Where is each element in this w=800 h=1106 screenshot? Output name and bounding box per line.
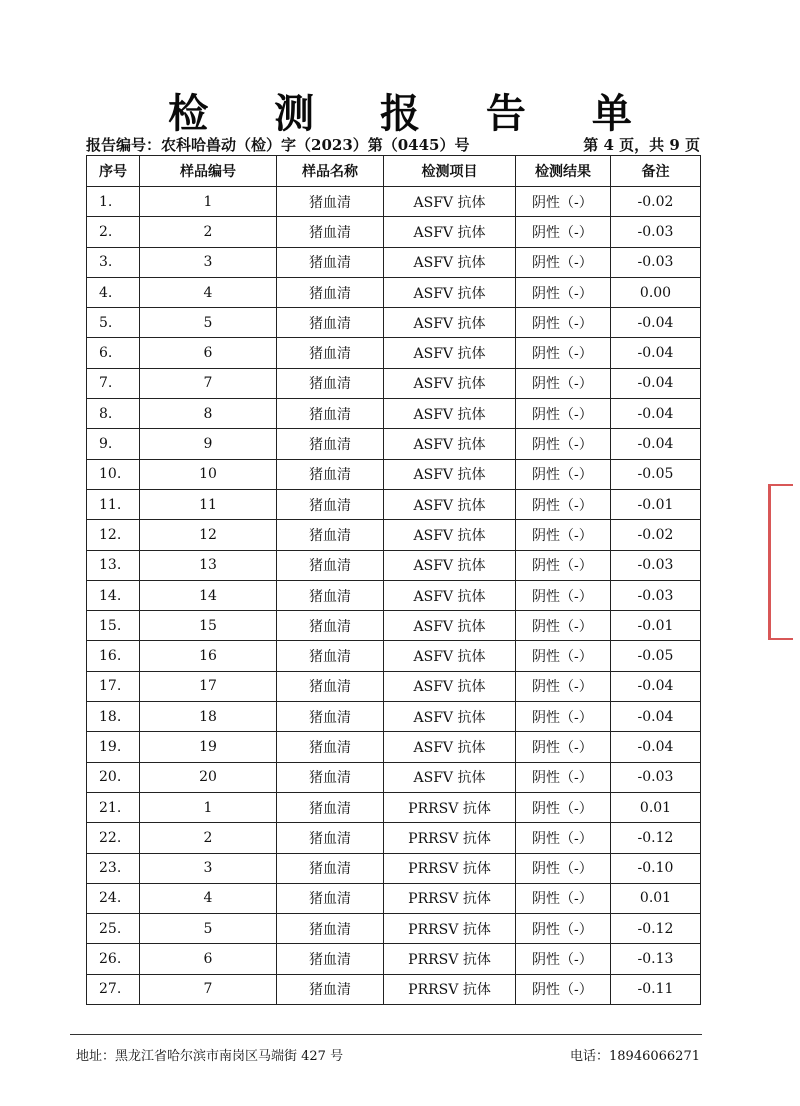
- cell-sample-id: 16: [140, 641, 277, 671]
- column-header: 备注: [611, 156, 701, 187]
- cell-sample-id: 4: [140, 883, 277, 913]
- results-table: [86, 155, 701, 1005]
- footer-phone: 电话：18946066271: [570, 1049, 700, 1064]
- cell-sample-name: 猪血清: [277, 399, 384, 429]
- cell-sample-id: 1: [140, 792, 277, 822]
- table-row: [87, 732, 701, 762]
- cell-sample-name: 猪血清: [277, 853, 384, 883]
- cell-test-item: ASFV 抗体: [384, 762, 516, 792]
- cell-test-item: ASFV 抗体: [384, 580, 516, 610]
- cell-result: 阴性（-）: [516, 520, 611, 550]
- cell-sample-name: 猪血清: [277, 520, 384, 550]
- cell-sample-id: 11: [140, 489, 277, 519]
- table-row: [87, 247, 701, 277]
- cell-sample-id: 15: [140, 611, 277, 641]
- cell-remark: -0.04: [611, 732, 701, 762]
- table-row: [87, 641, 701, 671]
- cell-sample-name: 猪血清: [277, 944, 384, 974]
- cell-seq: 12.: [87, 520, 140, 550]
- cell-result: 阴性（-）: [516, 187, 611, 217]
- cell-sample-id: 5: [140, 914, 277, 944]
- cell-seq: 24.: [87, 883, 140, 913]
- cell-sample-name: 猪血清: [277, 338, 384, 368]
- cell-sample-name: 猪血清: [277, 489, 384, 519]
- cell-sample-id: 20: [140, 762, 277, 792]
- document-title: 检 测 报 告 单: [168, 90, 658, 137]
- cell-result: 阴性（-）: [516, 429, 611, 459]
- cell-seq: 22.: [87, 823, 140, 853]
- table-row: [87, 520, 701, 550]
- cell-sample-name: 猪血清: [277, 368, 384, 398]
- cell-sample-name: 猪血清: [277, 611, 384, 641]
- table-row: [87, 338, 701, 368]
- cell-remark: -0.05: [611, 641, 701, 671]
- cell-result: 阴性（-）: [516, 399, 611, 429]
- cell-sample-id: 12: [140, 520, 277, 550]
- cell-remark: -0.03: [611, 247, 701, 277]
- cell-result: 阴性（-）: [516, 944, 611, 974]
- seal-stamp-edge: [768, 484, 793, 640]
- table-row: [87, 944, 701, 974]
- cell-result: 阴性（-）: [516, 641, 611, 671]
- cell-seq: 10.: [87, 459, 140, 489]
- table-row: [87, 187, 701, 217]
- cell-remark: -0.12: [611, 914, 701, 944]
- cell-result: 阴性（-）: [516, 671, 611, 701]
- cell-sample-id: 2: [140, 823, 277, 853]
- cell-sample-name: 猪血清: [277, 247, 384, 277]
- table-row: [87, 429, 701, 459]
- cell-sample-name: 猪血清: [277, 823, 384, 853]
- cell-result: 阴性（-）: [516, 308, 611, 338]
- cell-seq: 18.: [87, 702, 140, 732]
- cell-sample-name: 猪血清: [277, 671, 384, 701]
- cell-test-item: PRRSV 抗体: [384, 853, 516, 883]
- cell-sample-id: 2: [140, 217, 277, 247]
- cell-remark: -0.04: [611, 368, 701, 398]
- cell-test-item: ASFV 抗体: [384, 277, 516, 307]
- cell-seq: 5.: [87, 308, 140, 338]
- cell-sample-id: 14: [140, 580, 277, 610]
- cell-sample-id: 4: [140, 277, 277, 307]
- table-row: [87, 762, 701, 792]
- cell-remark: -0.04: [611, 429, 701, 459]
- cell-sample-name: 猪血清: [277, 974, 384, 1004]
- cell-sample-name: 猪血清: [277, 550, 384, 580]
- table-row: [87, 277, 701, 307]
- table-row: [87, 308, 701, 338]
- cell-sample-id: 13: [140, 550, 277, 580]
- cell-sample-id: 1: [140, 187, 277, 217]
- cell-test-item: ASFV 抗体: [384, 732, 516, 762]
- cell-sample-id: 10: [140, 459, 277, 489]
- cell-remark: -0.10: [611, 853, 701, 883]
- cell-sample-name: 猪血清: [277, 429, 384, 459]
- cell-seq: 7.: [87, 368, 140, 398]
- cell-test-item: ASFV 抗体: [384, 308, 516, 338]
- table-row: [87, 399, 701, 429]
- cell-test-item: ASFV 抗体: [384, 671, 516, 701]
- table-row: [87, 823, 701, 853]
- cell-sample-id: 9: [140, 429, 277, 459]
- cell-result: 阴性（-）: [516, 368, 611, 398]
- cell-result: 阴性（-）: [516, 762, 611, 792]
- cell-test-item: ASFV 抗体: [384, 641, 516, 671]
- cell-sample-id: 5: [140, 308, 277, 338]
- cell-result: 阴性（-）: [516, 550, 611, 580]
- cell-test-item: PRRSV 抗体: [384, 944, 516, 974]
- table-header-row: [87, 156, 701, 187]
- cell-remark: -0.03: [611, 580, 701, 610]
- cell-seq: 20.: [87, 762, 140, 792]
- cell-test-item: ASFV 抗体: [384, 217, 516, 247]
- cell-test-item: ASFV 抗体: [384, 187, 516, 217]
- cell-test-item: ASFV 抗体: [384, 338, 516, 368]
- cell-sample-name: 猪血清: [277, 762, 384, 792]
- cell-seq: 16.: [87, 641, 140, 671]
- column-header: 样品编号: [140, 156, 277, 187]
- cell-remark: -0.03: [611, 217, 701, 247]
- cell-seq: 13.: [87, 550, 140, 580]
- cell-sample-name: 猪血清: [277, 702, 384, 732]
- cell-test-item: PRRSV 抗体: [384, 823, 516, 853]
- cell-remark: -0.02: [611, 520, 701, 550]
- table-row: [87, 702, 701, 732]
- table-row: [87, 550, 701, 580]
- cell-sample-name: 猪血清: [277, 217, 384, 247]
- cell-remark: -0.03: [611, 550, 701, 580]
- cell-remark: 0.01: [611, 883, 701, 913]
- table-row: [87, 580, 701, 610]
- table-row: [87, 217, 701, 247]
- cell-sample-name: 猪血清: [277, 641, 384, 671]
- cell-test-item: ASFV 抗体: [384, 702, 516, 732]
- cell-seq: 26.: [87, 944, 140, 974]
- cell-seq: 19.: [87, 732, 140, 762]
- cell-seq: 6.: [87, 338, 140, 368]
- cell-seq: 27.: [87, 974, 140, 1004]
- cell-result: 阴性（-）: [516, 247, 611, 277]
- table-row: [87, 974, 701, 1004]
- table-body: [87, 187, 701, 1005]
- cell-sample-name: 猪血清: [277, 459, 384, 489]
- cell-remark: -0.01: [611, 611, 701, 641]
- cell-sample-name: 猪血清: [277, 883, 384, 913]
- cell-sample-id: 7: [140, 368, 277, 398]
- cell-seq: 11.: [87, 489, 140, 519]
- cell-sample-id: 6: [140, 338, 277, 368]
- cell-sample-id: 6: [140, 944, 277, 974]
- table-row: [87, 459, 701, 489]
- cell-seq: 9.: [87, 429, 140, 459]
- cell-seq: 17.: [87, 671, 140, 701]
- cell-seq: 8.: [87, 399, 140, 429]
- cell-sample-id: 18: [140, 702, 277, 732]
- cell-test-item: PRRSV 抗体: [384, 974, 516, 1004]
- cell-test-item: PRRSV 抗体: [384, 883, 516, 913]
- column-header: 序号: [87, 156, 140, 187]
- cell-seq: 21.: [87, 792, 140, 822]
- cell-result: 阴性（-）: [516, 277, 611, 307]
- table-row: [87, 883, 701, 913]
- cell-sample-id: 7: [140, 974, 277, 1004]
- cell-sample-id: 8: [140, 399, 277, 429]
- footer-divider: [70, 1034, 702, 1035]
- cell-seq: 25.: [87, 914, 140, 944]
- cell-sample-name: 猪血清: [277, 914, 384, 944]
- cell-seq: 15.: [87, 611, 140, 641]
- cell-test-item: ASFV 抗体: [384, 550, 516, 580]
- cell-test-item: ASFV 抗体: [384, 399, 516, 429]
- cell-seq: 2.: [87, 217, 140, 247]
- cell-test-item: ASFV 抗体: [384, 520, 516, 550]
- column-header: 检测项目: [384, 156, 516, 187]
- cell-result: 阴性（-）: [516, 823, 611, 853]
- cell-seq: 4.: [87, 277, 140, 307]
- cell-result: 阴性（-）: [516, 702, 611, 732]
- cell-sample-id: 19: [140, 732, 277, 762]
- cell-remark: -0.04: [611, 399, 701, 429]
- cell-seq: 14.: [87, 580, 140, 610]
- cell-remark: -0.03: [611, 762, 701, 792]
- cell-test-item: ASFV 抗体: [384, 489, 516, 519]
- cell-result: 阴性（-）: [516, 217, 611, 247]
- cell-seq: 1.: [87, 187, 140, 217]
- cell-remark: 0.00: [611, 277, 701, 307]
- cell-test-item: PRRSV 抗体: [384, 792, 516, 822]
- cell-result: 阴性（-）: [516, 853, 611, 883]
- cell-sample-id: 3: [140, 853, 277, 883]
- cell-result: 阴性（-）: [516, 792, 611, 822]
- cell-result: 阴性（-）: [516, 883, 611, 913]
- cell-remark: -0.04: [611, 702, 701, 732]
- cell-test-item: PRRSV 抗体: [384, 914, 516, 944]
- table-row: [87, 489, 701, 519]
- cell-remark: -0.13: [611, 944, 701, 974]
- table-row: [87, 792, 701, 822]
- cell-result: 阴性（-）: [516, 914, 611, 944]
- cell-remark: -0.04: [611, 338, 701, 368]
- cell-seq: 3.: [87, 247, 140, 277]
- cell-remark: -0.01: [611, 489, 701, 519]
- column-header: 样品名称: [277, 156, 384, 187]
- table-row: [87, 671, 701, 701]
- cell-test-item: ASFV 抗体: [384, 247, 516, 277]
- cell-remark: -0.02: [611, 187, 701, 217]
- table-row: [87, 611, 701, 641]
- cell-test-item: ASFV 抗体: [384, 368, 516, 398]
- cell-result: 阴性（-）: [516, 974, 611, 1004]
- table-row: [87, 368, 701, 398]
- cell-remark: -0.04: [611, 671, 701, 701]
- cell-sample-name: 猪血清: [277, 187, 384, 217]
- cell-remark: -0.11: [611, 974, 701, 1004]
- cell-sample-name: 猪血清: [277, 580, 384, 610]
- cell-result: 阴性（-）: [516, 459, 611, 489]
- footer-address: 地址：黑龙江省哈尔滨市南岗区马端街 427 号: [76, 1049, 344, 1064]
- cell-remark: -0.05: [611, 459, 701, 489]
- cell-result: 阴性（-）: [516, 611, 611, 641]
- page-info: 第 4 页，共 9 页: [583, 136, 700, 154]
- cell-seq: 23.: [87, 853, 140, 883]
- cell-sample-name: 猪血清: [277, 732, 384, 762]
- cell-test-item: ASFV 抗体: [384, 459, 516, 489]
- cell-test-item: ASFV 抗体: [384, 611, 516, 641]
- cell-sample-id: 3: [140, 247, 277, 277]
- table-row: [87, 914, 701, 944]
- cell-test-item: ASFV 抗体: [384, 429, 516, 459]
- cell-sample-id: 17: [140, 671, 277, 701]
- cell-result: 阴性（-）: [516, 580, 611, 610]
- cell-remark: -0.04: [611, 308, 701, 338]
- cell-result: 阴性（-）: [516, 732, 611, 762]
- cell-sample-name: 猪血清: [277, 308, 384, 338]
- cell-result: 阴性（-）: [516, 489, 611, 519]
- column-header: 检测结果: [516, 156, 611, 187]
- cell-remark: 0.01: [611, 792, 701, 822]
- cell-sample-name: 猪血清: [277, 277, 384, 307]
- cell-sample-name: 猪血清: [277, 792, 384, 822]
- report-number: 报告编号：农科哈兽动（检）字（2023）第（0445）号: [86, 136, 470, 154]
- cell-remark: -0.12: [611, 823, 701, 853]
- table-row: [87, 853, 701, 883]
- cell-result: 阴性（-）: [516, 338, 611, 368]
